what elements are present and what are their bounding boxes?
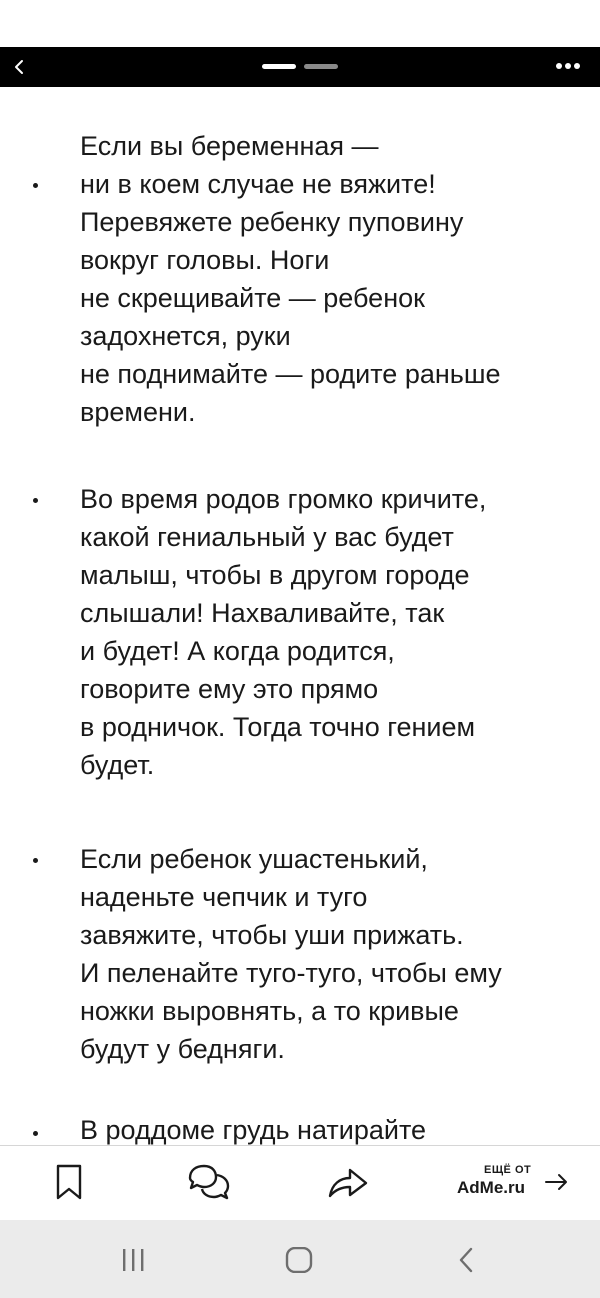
- more-horizontal-icon[interactable]: [556, 63, 580, 71]
- home-icon[interactable]: [284, 1247, 314, 1278]
- top-toolbar: [0, 47, 600, 87]
- bookmark-icon[interactable]: [54, 1162, 84, 1207]
- bullet: [33, 1131, 38, 1136]
- bullet: [33, 498, 38, 503]
- list-item-text: В роддоме грудь натирайте: [80, 1115, 427, 1145]
- recents-icon[interactable]: [120, 1247, 150, 1278]
- list-item-text: Если ребенок ушастенький, наденьте чепчик и туго завяжите, чтобы уши прижать. И пеленайте туго-туго, чтобы ему ножки выровнять, а то кривые будут у бедняги.: [80, 844, 502, 1064]
- list-item-text: Во время родов громко кричите, какой гениальный у вас будет малыш, чтобы в другом городе слышали! Нахваливайте, так и будет! А когда родится, говорите ему это прямо в родничок. Тогда точно гением будет.: [80, 484, 487, 780]
- page-dot: [304, 64, 338, 69]
- page-dot-active: [262, 64, 296, 69]
- system-navigation-bar: [0, 1220, 600, 1298]
- list-item-text: Если вы беременная — ни в коем случае не вяжите! Перевяжете ребенку пуповину вокруг головы. Ноги не скрещивайте — ребенок задохнется, руки не поднимайте — родите раньше времени.: [80, 131, 501, 427]
- comment-icon[interactable]: [186, 1162, 232, 1207]
- chevron-left-icon[interactable]: [10, 57, 30, 77]
- bottom-toolbar: [0, 1145, 600, 1221]
- arrow-right-icon: [544, 1172, 570, 1197]
- article-body: [0, 87, 600, 1145]
- share-icon[interactable]: [326, 1162, 370, 1207]
- bullet: [33, 183, 38, 188]
- back-icon[interactable]: [454, 1247, 480, 1278]
- more-from-label: ЕЩЁ ОТ: [484, 1164, 532, 1176]
- status-bar-area: [0, 0, 600, 47]
- brand-label: AdMe.ru: [457, 1178, 525, 1197]
- bullet: [33, 858, 38, 863]
- more-from-adme-link[interactable]: [448, 1164, 578, 1204]
